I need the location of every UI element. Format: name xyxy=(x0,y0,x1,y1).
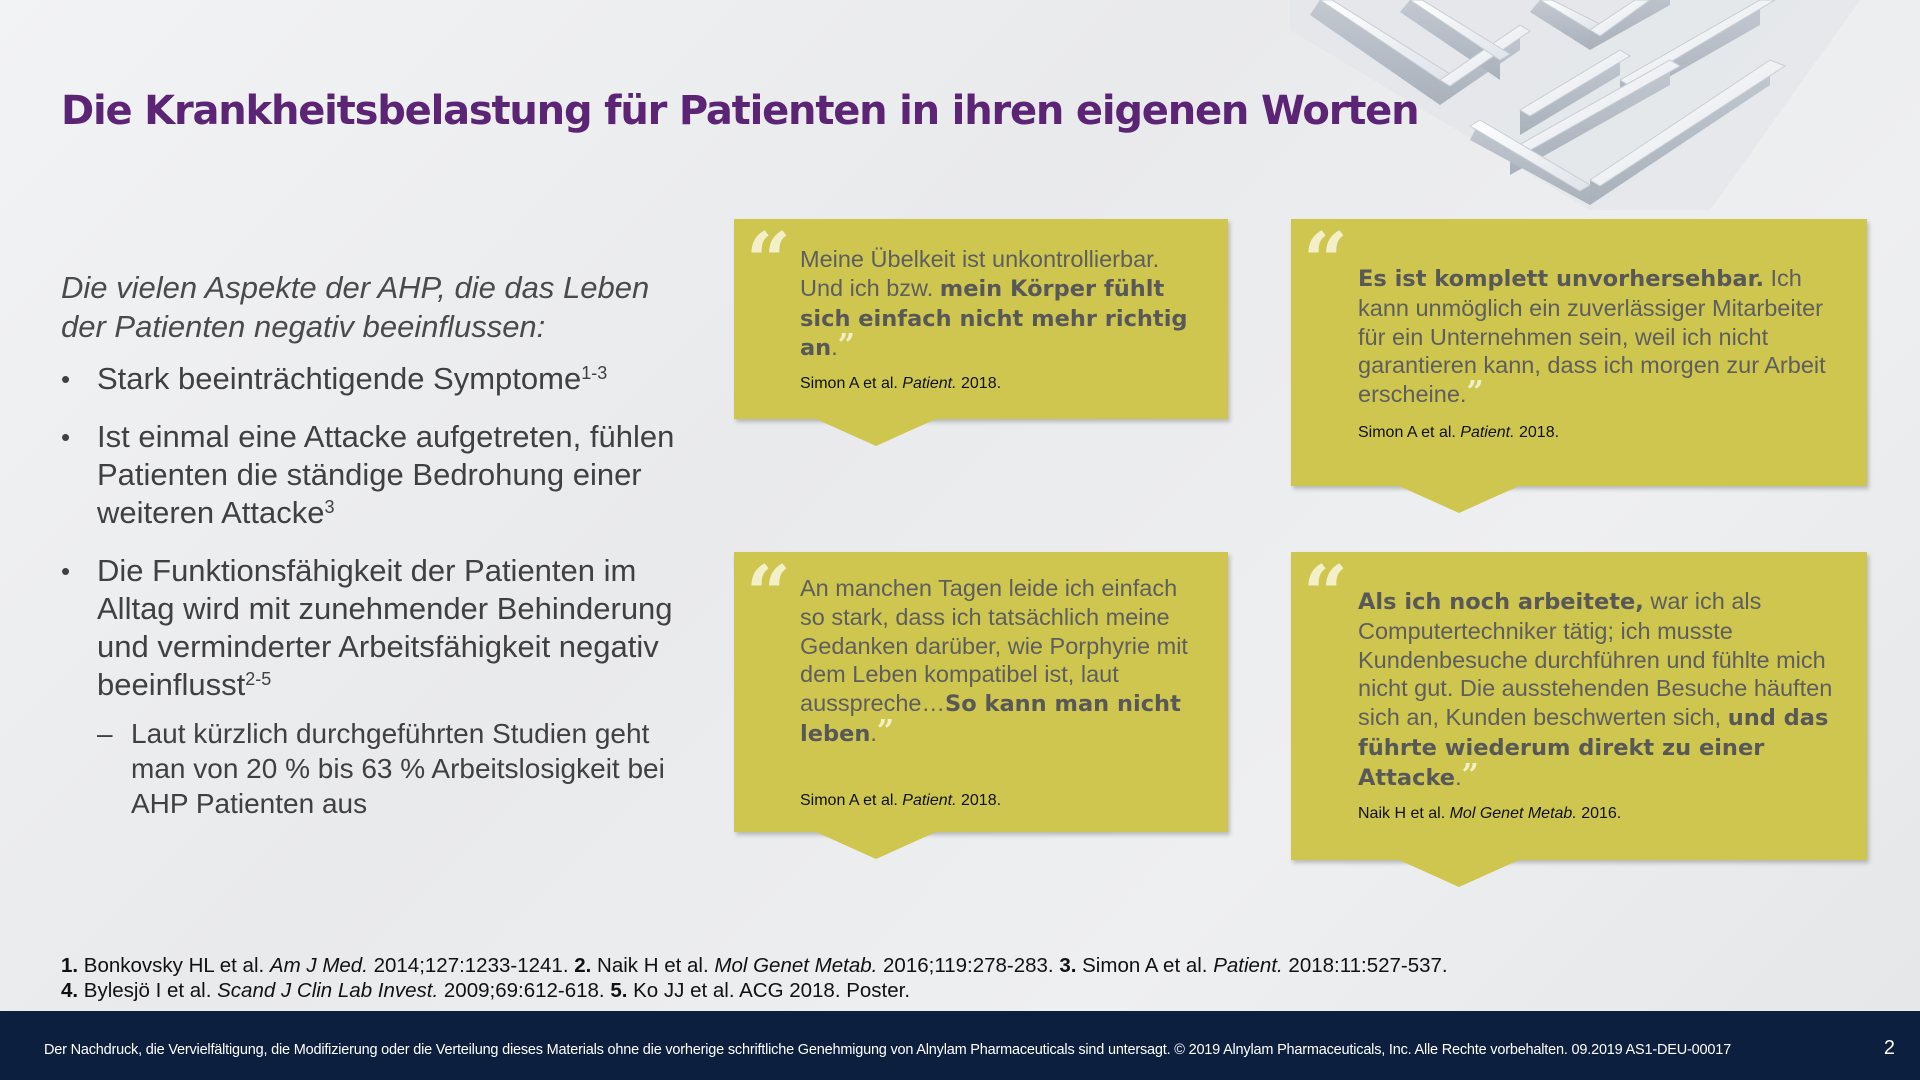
quote-close-icon: ” xyxy=(1466,375,1484,411)
bullet-text: Stark beeinträchtigende Symptome xyxy=(97,361,582,396)
quote-close-icon: ” xyxy=(876,713,895,749)
page-number: 2 xyxy=(1883,1037,1895,1059)
quote-open-icon: “ xyxy=(1303,216,1348,307)
ref-number: 3. xyxy=(1059,954,1077,977)
references xyxy=(61,953,1448,1003)
bullet-marker: • xyxy=(61,422,71,452)
ref-detail: 2016;119:278-283. xyxy=(877,954,1060,977)
quote-open-icon: “ xyxy=(746,549,791,640)
source-journal: Patient. xyxy=(902,375,957,392)
source-author: Naik H et al. xyxy=(1358,805,1450,822)
footer-bar xyxy=(0,1011,1920,1080)
speech-tail xyxy=(1399,860,1519,887)
quote-source xyxy=(800,792,1001,810)
quote-box-work xyxy=(1291,549,1867,860)
bullet-list xyxy=(61,360,701,821)
left-content xyxy=(61,268,701,841)
quote-text-regular: An manchen Tagen leide ich einfach so stark, dass ich tatsächlich meine Gedanken darüber, wie Porphyrie mit dem Leben kompatibel ist, laut ausspreche… xyxy=(800,575,1188,717)
source-journal: Patient. xyxy=(902,792,957,809)
quote-text-bold: Es ist komplett unvorhersehbar. xyxy=(1358,266,1764,292)
ref-journal: Mol Genet Metab. xyxy=(714,954,878,977)
quote-close-icon: ” xyxy=(837,328,855,364)
source-year: 2016. xyxy=(1576,805,1622,822)
source-journal: Patient. xyxy=(1460,424,1515,441)
quote-text-end: . xyxy=(1455,763,1462,790)
quote-text-bold: So kann man nicht leben xyxy=(800,691,1181,747)
bullet-text: Ist einmal eine Attacke aufgetreten, fühlen Patienten die ständige Bedrohung einer weiteren Attacke xyxy=(97,419,675,530)
ref-journal: Am J Med. xyxy=(269,954,368,977)
ref-number: 5. xyxy=(610,979,628,1002)
bullet-citation: 2-5 xyxy=(245,669,272,689)
bullet-item-daily-function xyxy=(61,552,701,821)
ref-author: Ko JJ et al. ACG 2018. Poster. xyxy=(627,979,911,1002)
ref-number: 2. xyxy=(574,954,592,977)
quote-text-bold: und das führte wiederum direkt zu einer Attacke xyxy=(1358,705,1829,791)
bullet-item-symptoms xyxy=(61,360,701,398)
quote-open-icon: “ xyxy=(1303,549,1348,640)
ref-journal: Patient. xyxy=(1213,954,1283,977)
intro-text: Die vielen Aspekte der AHP, die das Leben der Patienten negativ beeinflussen: xyxy=(61,270,650,344)
ref-number: 1. xyxy=(61,954,79,977)
bullet-citation: 1-3 xyxy=(581,363,608,383)
ref-author: Simon A et al. xyxy=(1076,954,1214,977)
quote-open-icon: “ xyxy=(746,216,791,307)
quote-box-unpredictable xyxy=(1291,216,1867,486)
ref-author: Bonkovsky HL et al. xyxy=(78,954,270,977)
ref-journal: Scand J Clin Lab Invest. xyxy=(217,979,439,1002)
source-author: Simon A et al. xyxy=(800,792,903,809)
source-year: 2018. xyxy=(956,375,1002,392)
reference-line xyxy=(61,953,1448,978)
sub-bullet-item-unemployment xyxy=(97,716,701,821)
quote-text-regular: Meine Übelkeit ist unkontrollierbar. Und ich bzw. xyxy=(800,246,1160,301)
ref-author: Bylesjö I et al. xyxy=(78,979,218,1002)
bullet-marker: • xyxy=(61,364,71,394)
quote-text-regular: Ich kann unmöglich ein zuverlässiger Mitarbeiter für ein Unternehmen sein, weil ich nicht garantieren kann, dass ich morgen zur Arbeit erscheine. xyxy=(1358,265,1826,408)
bullet-marker: • xyxy=(61,556,71,586)
ref-author: Naik H et al. xyxy=(591,954,715,977)
ref-detail: 2009;69:612-618. xyxy=(438,979,611,1002)
sub-bullet-list xyxy=(97,716,701,821)
bullet-text: Die Funktionsfähigkeit der Patienten im Alltag wird mit zunehmender Behinderung und verminderter Arbeitsfähigkeit negativ beeinflusst xyxy=(97,553,673,702)
quote-text-end: . xyxy=(870,719,877,746)
speech-tail xyxy=(1399,486,1519,513)
quote-source xyxy=(800,375,1001,393)
reference-line xyxy=(61,978,1448,1003)
source-author: Simon A et al. xyxy=(1358,424,1461,441)
bullet-citation: 3 xyxy=(324,497,335,517)
quote-text-bold: mein Körper fühlt sich einfach nicht mehr richtig an xyxy=(800,275,1188,362)
ref-number: 4. xyxy=(61,979,79,1002)
dash-marker: – xyxy=(97,718,113,749)
quote-text xyxy=(1358,264,1848,409)
sub-bullet-text: Laut kürzlich durchgeführten Studien geht man von 20 % bis 63 % Arbeitslosigkeit bei AHP Patienten aus xyxy=(131,718,665,819)
quote-source xyxy=(1358,424,1559,442)
copyright-notice: Der Nachdruck, die Vervielfältigung, die Modifizierung oder die Verteilung dieses Materials ohne die vorherige schriftliche Genehmigung von Alnylam Pharmaceuticals sind untersagt. © 2019 Alnylam Pharmaceuticals, Inc. Alle Rechte vorbehalten. 09.2019 AS1-DEU-00017 xyxy=(44,1042,1731,1058)
bullet-item-attack-threat xyxy=(61,418,701,532)
ref-detail: 2014;127:1233-1241. xyxy=(367,954,575,977)
quote-text xyxy=(1358,587,1848,793)
quote-box-porphyria xyxy=(734,549,1228,832)
quote-close-icon: ” xyxy=(1461,757,1479,793)
source-year: 2018. xyxy=(1514,424,1560,441)
quote-text-bold: Als ich noch arbeitete, xyxy=(1358,589,1644,615)
speech-tail xyxy=(816,419,936,446)
source-journal: Mol Genet Metab. xyxy=(1449,805,1577,822)
quote-text-end: . xyxy=(831,334,838,361)
quote-text xyxy=(800,245,1200,363)
quote-box-nausea xyxy=(734,216,1228,419)
quote-text-regular: war ich als Computertechniker tätig; ich musste Kundenbesuche durchführen und fühlte mich nicht gut. Die ausstehenden Besuche häuften sich an, Kunden beschwerten sich, xyxy=(1358,588,1833,731)
speech-tail xyxy=(816,832,936,859)
ref-detail: 2018:11:527-537. xyxy=(1282,954,1448,977)
source-year: 2018. xyxy=(956,792,1002,809)
quote-source xyxy=(1358,805,1621,823)
page-title: Die Krankheitsbelastung für Patienten in ihren eigenen Worten xyxy=(61,88,1419,134)
quote-text xyxy=(800,574,1190,749)
source-author: Simon A et al. xyxy=(800,375,903,392)
